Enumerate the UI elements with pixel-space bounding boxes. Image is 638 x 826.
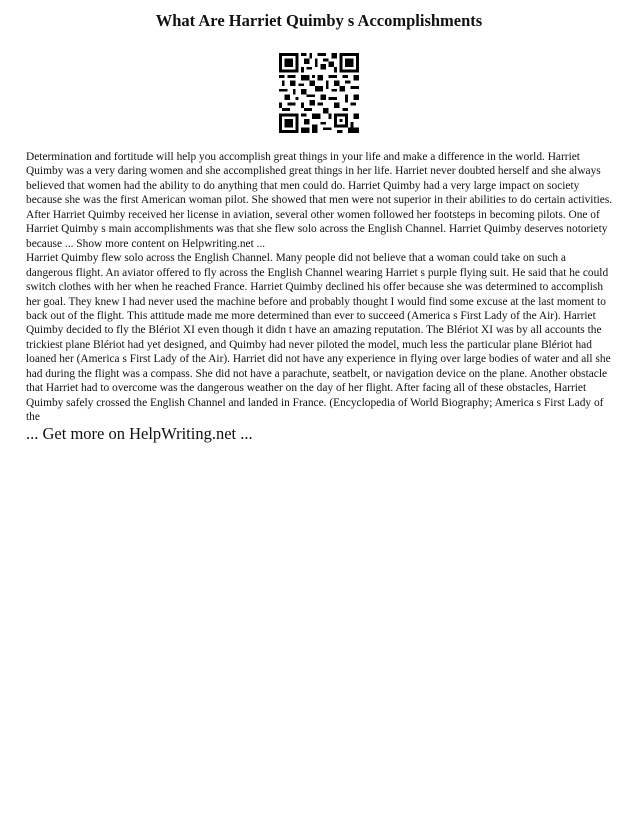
get-more-link[interactable]: ... Get more on HelpWriting.net ... [26,424,253,443]
qr-code-icon [279,53,359,133]
paragraph: Determination and fortitude will help you accomplish great things in your life and make a difference in the world. Harriet Quimby was a very daring women and she accomplished great things in her life. Harriet never doubted herself and she always believed that women had the ability to do anything that men could do. Harriet Quimby had a very large impact on society because she was the first American woman pilot. She showed that men were not superior in their abilities to do certain activities. After Harriet Quimby received her license in aviation, several other women followed her footsteps in becoming pilots. One of Harriet Quimby s main accomplishments was that she flew solo across the English Channel. Harriet Quimby deserves notoriety because ... Show more content on Helpwriting.net ... [26,151,613,250]
paragraph: Harriet Quimby flew solo across the English Channel. Many people did not believe that a woman could take on such a dangerous flight. An aviator offered to fly across the English Channel wearing Harriet s purple flying suit. He said that he could switch clothes with her when he reached France. Harriet Quimby declined his offer because she was determined to accomplish her goal. They knew I had never used the machine before and probably thought I would find some excuse at the last moment to back out of the flight. This attitude made me more determined than ever to succeed (America s First Lady of the Air). Harriet Quimby decided to fly the Blériot XI even though it didn t have an amazing reputation. The Blériot XI was by all accounts the trickiest plane Blériot had yet designed, and Quimby had never piloted the model, much less the particular plane Blériot had loaned her (America s First Lady of the Air). Harriet did not have any experience in flying over large bodies of water and all she had during the flight was a compass. She did not have a parachute, seatbelt, or navigation device on the plane. Another obstacle that Harriet had to overcome was the dangerous weather on the day of her flight. After facing all of these obstacles, Harriet Quimby safely crossed the English Channel and landed in France. (Encyclopedia of World Biography; America s First Lady of the [26,252,611,424]
page-title: What Are Harriet Quimby s Accomplishments [155,11,483,30]
article-body [26,150,614,425]
